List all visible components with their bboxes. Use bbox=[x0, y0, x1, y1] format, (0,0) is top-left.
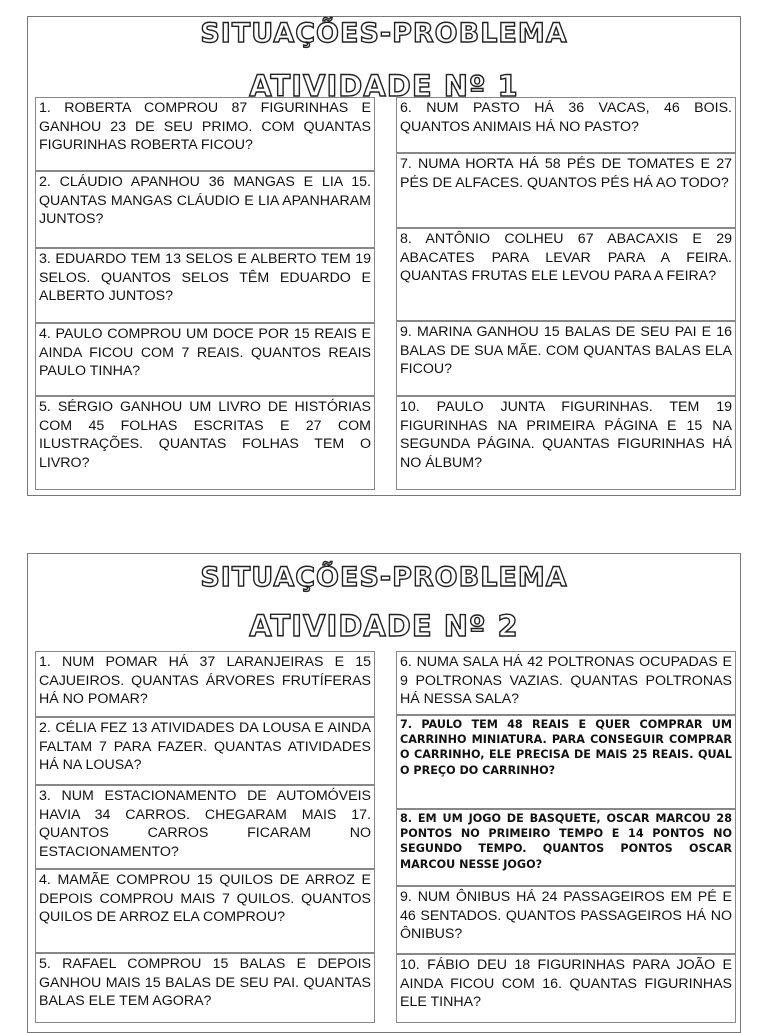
problem-box: 9. MARINA GANHOU 15 BALAS DE SEU PAI E 16 BALAS DE SUA MÃE. COM QUANTAS BALAS ELA FICOU? bbox=[396, 321, 736, 396]
problem-box: 8. EM UM JOGO DE BASQUETE, OSCAR MARCOU 28 PONTOS NO PRIMEIRO TEMPO E 14 PONTOS NO SEGUNDO TEMPO. QUANTOS PONTOS OSCAR MARCOU NESSE JOGO? bbox=[396, 809, 736, 886]
problem-box: 9. NUM ÔNIBUS HÁ 24 PASSAGEIROS EM PÉ E 46 SENTADOS. QUANTOS PASSAGEIROS HÁ NO ÔNIBUS? bbox=[396, 886, 736, 954]
worksheet-title: SITUAÇÕES-PROBLEMA bbox=[200, 18, 568, 49]
worksheet-subtitle: ATIVIDADE Nº 1 bbox=[249, 69, 519, 103]
problem-box: 7. PAULO TEM 48 REAIS E QUER COMPRAR UM CARRINHO MINIATURA. PARA CONSEGUIR COMPRAR O CARRINHO, ELE PRECISA DE MAIS 25 REAIS. QUAL O PREÇO DO CARRINHO? bbox=[396, 715, 736, 809]
worksheet-1 bbox=[27, 16, 741, 496]
problem-box: 8. ANTÔNIO COLHEU 67 ABACAXIS E 29 ABACATES PARA LEVAR PARA A FEIRA. QUANTAS FRUTAS ELE LEVOU PARA A FEIRA? bbox=[396, 228, 736, 321]
problem-box: 7. NUMA HORTA HÁ 58 PÉS DE TOMATES E 27 PÉS DE ALFACES. QUANTOS PÉS HÁ AO TODO? bbox=[396, 153, 736, 228]
problem-box: 3. NUM ESTACIONAMENTO DE AUTOMÓVEIS HAVIA 34 CARROS. CHEGARAM MAIS 17. QUANTOS CARROS FICARAM NO ESTACIONAMENTO? bbox=[35, 785, 375, 869]
problem-box: 10. PAULO JUNTA FIGURINHAS. TEM 19 FIGURINHAS NA PRIMEIRA PÁGINA E 15 NA SEGUNDA PÁGINA. QUANTAS FIGURINHAS HÁ NO ÁLBUM? bbox=[396, 396, 736, 490]
problem-box: 2. CLÁUDIO APANHOU 36 MANGAS E LIA 15. QUANTAS MANGAS CLÁUDIO E LIA APANHARAM JUNTOS? bbox=[35, 171, 375, 248]
problem-box: 1. NUM POMAR HÁ 37 LARANJEIRAS E 15 CAJUEIROS. QUANTAS ÁRVORES FRUTÍFERAS HÁ NO POMAR? bbox=[35, 651, 375, 717]
worksheet-title: SITUAÇÕES-PROBLEMA bbox=[200, 562, 568, 593]
problem-box: 4. PAULO COMPROU UM DOCE POR 15 REAIS E AINDA FICOU COM 7 REAIS. QUANTOS REAIS PAULO TINHA? bbox=[35, 323, 375, 396]
problem-box: 3. EDUARDO TEM 13 SELOS E ALBERTO TEM 19 SELOS. QUANTOS SELOS TÊM EDUARDO E ALBERTO JUNTOS? bbox=[35, 248, 375, 323]
problem-box: 10. FÁBIO DEU 18 FIGURINHAS PARA JOÃO E AINDA FICOU COM 16. QUANTAS FIGURINHAS ELE TINHA? bbox=[396, 954, 736, 1023]
problem-box: 2. CÉLIA FEZ 13 ATIVIDADES DA LOUSA E AINDA FALTAM 7 PARA FAZER. QUANTAS ATIVIDADES HÁ NA LOUSA? bbox=[35, 717, 375, 785]
problem-box: 5. SÉRGIO GANHOU UM LIVRO DE HISTÓRIAS COM 45 FOLHAS ESCRITAS E 27 COM ILUSTRAÇÕES. QUANTAS FOLHAS TEM O LIVRO? bbox=[35, 396, 375, 490]
problem-box: 6. NUM PASTO HÁ 36 VACAS, 46 BOIS. QUANTOS ANIMAIS HÁ NO PASTO? bbox=[396, 97, 736, 153]
worksheet-2 bbox=[27, 553, 741, 1033]
problem-box: 1. ROBERTA COMPROU 87 FIGURINHAS E GANHOU 23 DE SEU PRIMO. COM QUANTAS FIGURINHAS ROBERTA FICOU? bbox=[35, 97, 375, 171]
problem-box: 5. RAFAEL COMPROU 15 BALAS E DEPOIS GANHOU MAIS 15 BALAS DE SEU PAI. QUANTAS BALAS ELE TEM AGORA? bbox=[35, 953, 375, 1023]
problem-box: 4. MAMÃE COMPROU 15 QUILOS DE ARROZ E DEPOIS COMPROU MAIS 7 QUILOS. QUANTOS QUILOS DE ARROZ ELA COMPROU? bbox=[35, 869, 375, 953]
problem-box: 6. NUMA SALA HÁ 42 POLTRONAS OCUPADAS E 9 POLTRONAS VAZIAS. QUANTAS POLTRONAS HÁ NESSA SALA? bbox=[396, 651, 736, 715]
worksheet-subtitle: ATIVIDADE Nº 2 bbox=[249, 609, 519, 643]
